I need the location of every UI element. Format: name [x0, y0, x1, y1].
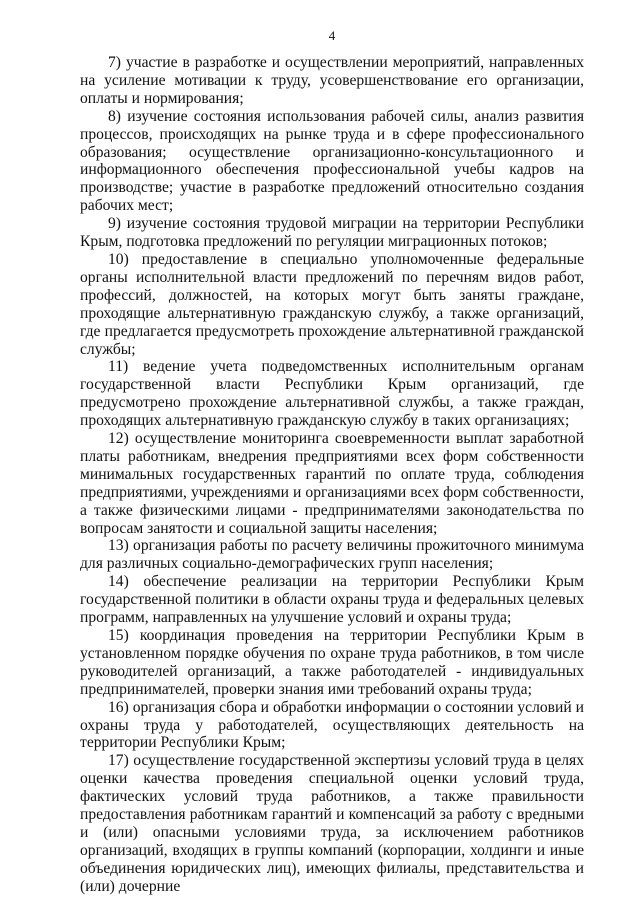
list-item-14: 14) обеспечение реализации на территории Республики Крым государственной политики в области охраны труда и федеральных целевых программ, направленных на улучшение условий и охраны труда; — [80, 573, 584, 627]
list-item-12: 12) осуществление мониторинга своевременности выплат заработной платы работникам, внедрения предприятиями всех форм собственности минимальных государственных гарантий по оплате труда, соблюдения предприятиями, учреждениями и организациями всех форм собственности, а также физическими лицами - предпринимателями законодательства по вопросам занятости и социальной защиты населения; — [80, 430, 584, 537]
list-item-8: 8) изучение состояния использования рабочей силы, анализ развития процессов, происходящих на рынке труда и в сфере профессионального образования; осуществление организационно-консультационного и информационного обеспечения профессиональной учебы кадров на производстве; участие в разработке предложений относительно создания рабочих мест; — [80, 107, 584, 215]
page-number: 4 — [328, 28, 336, 43]
list-item-13: 13) организация работы по расчету величины прожиточного минимума для различных социально-демографических групп населения; — [80, 537, 584, 573]
list-item-15: 15) координация проведения на территории Республики Крым в установленном порядке обучения по охране труда работников, в том числе руководителей организаций, а также работодателей - индивидуальных предпринимателей, проверки знания ими требований охраны труда; — [80, 627, 584, 698]
list-item-16: 16) организация сбора и обработки информации о состоянии условий и охраны труда у работодателей, осуществляющих деятельность на территории Республики Крым; — [80, 698, 584, 752]
list-item-17: 17) осуществление государственной экспертизы условий труда в целях оценки качества проведения специальной оценки условий труда, фактических условий труда работников, а также правильности предоставления работникам гарантий и компенсаций за работу с вредными и (или) опасными условиями труда, за исключением работников организаций, входящих в группы компаний (корпорации, холдинги и иные объединения юридических лиц), имеющих филиалы, представительства и (или) дочерние — [80, 752, 584, 895]
list-item-9: 9) изучение состояния трудовой миграции на территории Республики Крым, подготовка предложений по регуляции миграционных потоков; — [80, 215, 584, 251]
list-item-7: 7) участие в разработке и осуществлении мероприятий, направленных на усиление мотивации к труду, усовершенствование его организации, оплаты и нормирования; — [80, 54, 584, 107]
list-item-11: 11) ведение учета подведомственных исполнительным органам государственной власти Республики Крым организаций, где предусмотрено прохождение альтернативной службы, а также граждан, проходящих альтернативную гражданскую службу в таких организациях; — [80, 358, 584, 430]
list-item-10: 10) предоставление в специально уполномоченные федеральные органы исполнительной власти предложений по перечням видов работ, профессий, должностей, на которых могут быть заняты граждане, проходящие альтернативную гражданскую службу, а также организаций, где предлагается предусмотреть прохождение альтернативной гражданской службы; — [80, 250, 584, 358]
